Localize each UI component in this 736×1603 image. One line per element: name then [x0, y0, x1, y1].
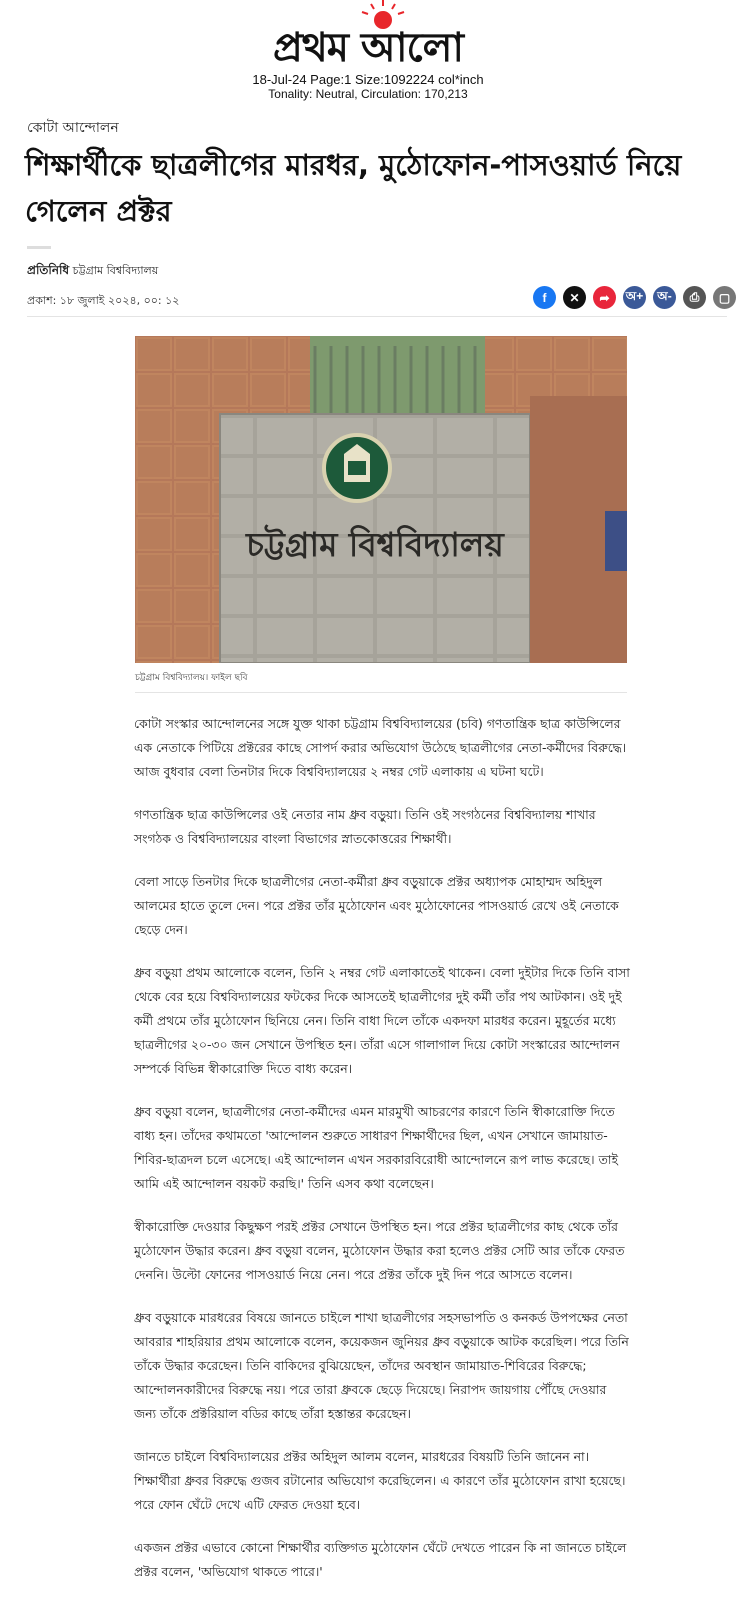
share-icon: ➦	[599, 290, 610, 305]
byline-author[interactable]: প্রতিনিধি	[27, 263, 70, 277]
article-paragraph: ধ্রুব বড়ুয়া বলেন, ছাত্রলীগের নেতা-কর্মীদের এমন মারমুখী আচরণের কারণে তিনি স্বীকারোক্তি দিতে বাধ্য হন। তাঁদের কথামতো 'আন্দোলন শুরুতে সাধারণ শিক্ষার্থীদের ছিল, এখন সেখানে জামায়াত-শিবির-ছাত্রদল চলে এসেছে। এই আন্দোলন এখন সরকারবিরোধী আন্দোলনে রূপ লাভ করেছে। তাই আমি এই আন্দোলন বয়কট করছি।' তিনি এসব কথা বলেছেন।	[134, 1104, 618, 1191]
article-photo	[135, 336, 627, 663]
print-icon: ⎙	[689, 290, 700, 304]
divider	[27, 246, 51, 249]
article-paragraph: একজন প্রক্টর এভাবে কোনো শিক্ষার্থীর ব্যক্তিগত মুঠোফোন ঘেঁটে দেখতে পারেন কি না জানতে চাইলে প্রক্টর বলেন, 'অভিযোগ থাকতে পারে।'	[134, 1540, 627, 1579]
article-headline: শিক্ষার্থীকে ছাত্রলীগের মারধর, মুঠোফোন-পাসওয়ার্ড নিয়ে গেলেন প্রক্টর	[25, 148, 682, 228]
divider	[135, 692, 627, 693]
divider	[27, 316, 727, 317]
font-increase-share-button[interactable]	[623, 286, 646, 309]
byline-location: চট্টগ্রাম বিশ্ববিদ্যালয়	[72, 264, 159, 277]
font-decrease-share-button[interactable]	[653, 286, 676, 309]
article-paragraph: স্বীকারোক্তি দেওয়ার কিছুক্ষণ পরই প্রক্টর সেখানে উপস্থিত হন। পরে প্রক্টর ছাত্রলীগের কাছ থেকে তাঁর মুঠোফোন উদ্ধার করেন। ধ্রুব বড়ুয়া বলেন, মুঠোফোন উদ্ধার করা হলেও প্রক্টর সেটি আর তাঁকে ফেরত দেননি। উল্টো ফোনের পাসওয়ার্ড নিয়ে নেন। পরে প্রক্টর তাঁকে দুই দিন পরে আসতে বলেন।	[134, 1219, 625, 1282]
print-share-button[interactable]	[683, 286, 706, 309]
published-date: প্রকাশ: ১৮ জুলাই ২০২৪, ০০: ১২	[27, 294, 180, 307]
prothom-alo-logo	[232, 4, 504, 71]
clip-info-line: Tonality: Neutral, Circulation: 170,213	[268, 87, 468, 101]
clip-info-line: 18-Jul-24 Page:1 Size:1092224 col*inch	[252, 72, 484, 87]
article-paragraph: বেলা সাড়ে তিনটার দিকে ছাত্রলীগের নেতা-কর্মীরা ধ্রুব বড়ুয়াকে প্রক্টর অধ্যাপক মোহাম্মদ অহিদুল আলমের হাতে তুলে দেন। পরে প্রক্টর তাঁর মুঠোফোন এবং মুঠোফোনের পাসওয়ার্ড রেখে ওই নেতাকে ছেড়ে দেন।	[134, 874, 619, 937]
logo-text: প্রথম আলো	[272, 24, 464, 71]
x-icon: ✕	[569, 290, 580, 305]
font-increase-icon: অ+	[625, 288, 644, 303]
more-share-button[interactable]	[713, 286, 736, 309]
byline	[27, 262, 158, 282]
share-share-button[interactable]	[593, 286, 616, 309]
photo-sign-text: চট্টগ্রাম বিশ্ববিদ্যালয়	[246, 525, 504, 564]
font-decrease-icon: অ-	[657, 288, 672, 303]
category-link[interactable]: কোটা আন্দোলন	[27, 120, 119, 136]
x-share-button[interactable]	[563, 286, 586, 309]
article-paragraph: কোটা সংস্কার আন্দোলনের সঙ্গে যুক্ত থাকা চট্টগ্রাম বিশ্ববিদ্যালয়ের (চবি) গণতান্ত্রিক ছাত্র কাউন্সিলের এক নেতাকে পিটিয়ে প্রক্টরের কাছে সোপর্দ করার অভিযোগ উঠেছে ছাত্রলীগের নেতা-কর্মীদের বিরুদ্ধে। আজ বুধবার বেলা তিনটার দিকে বিশ্ববিদ্যালয়ের ২ নম্বর গেট এলাকায় এ ঘটনা ঘটে।	[134, 716, 627, 779]
facebook-icon: f	[542, 290, 547, 305]
share-toolbar	[533, 286, 736, 310]
article-paragraph: ধ্রুব বড়ুয়া প্রথম আলোকে বলেন, তিনি ২ নম্বর গেট এলাকাতেই থাকেন। বেলা দুইটার দিকে তিনি বাসা থেকে বের হয়ে বিশ্ববিদ্যালয়ের ফটকের দিকে আসতেই ছাত্রলীগের দুই কর্মী তাঁর পথ আটকান। ওই দুই কর্মী প্রথমে তাঁর মুঠোফোন ছিনিয়ে নেন। তিনি বাধা দিলে তাঁকে একদফা মারধর করেন। মুহূর্তের মধ্যে ছাত্রলীগের ২০-৩০ জন সেখানে উপস্থিত হন। তাঁরা এসে গালাগাল দিয়ে কোটা সংস্কারের আন্দোলন সম্পর্কে বিভিন্ন স্বীকারোক্তি দিতে বাধ্য করেন।	[134, 965, 630, 1076]
campus-gate-image	[135, 336, 627, 663]
article-paragraph: জানতে চাইলে বিশ্ববিদ্যালয়ের প্রক্টর অহিদুল আলম বলেন, মারধরের বিষয়টি তিনি জানেন না। শিক্ষার্থীরা ধ্রুবর বিরুদ্ধে গুজব রটানোর অভিযোগ করেছিলেন। এ কারণে তাঁর মুঠোফোন রাখা হয়েছে। পরে ফোন ঘেঁটে দেখে এটি ফেরত দেওয়া হবে।	[134, 1449, 626, 1512]
masthead	[0, 0, 736, 100]
photo-caption: চট্টগ্রাম বিশ্ববিদ্যালয়। ফাইল ছবি	[135, 673, 248, 683]
article-paragraph: ধ্রুব বড়ুয়াকে মারধরের বিষয়ে জানতে চাইলে শাখা ছাত্রলীগের সহসভাপতি ও কনকর্ড উপপক্ষের নেতা আবরার শাহরিয়ার প্রথম আলোকে বলেন, কয়েকজন জুনিয়র ধ্রুব বড়ুয়াকে আটক করেছিল। পরে তিনি তাঁকে উদ্ধার করেছেন। তিনি বাকিদের বুঝিয়েছেন, তাঁদের অবস্থান জামায়াত-শিবিরের বিরুদ্ধে; আন্দোলনকারীদের বিরুদ্ধে নয়। পরে তারা ধ্রুবকে ছেড়ে দিয়েছে। নিরাপদ জায়গায় পৌঁছে দেওয়ার জন্য তাঁকে প্রক্টরিয়াল বডির কাছে তাঁরা হস্তান্তর করেছেন।	[134, 1310, 629, 1421]
article-body	[134, 712, 632, 1603]
article-paragraph: গণতান্ত্রিক ছাত্র কাউন্সিলের ওই নেতার নাম ধ্রুব বড়ুয়া। তিনি ওই সংগঠনের বিশ্ববিদ্যালয় শাখার সংগঠক ও বিশ্ববিদ্যালয়ের বাংলা বিভাগের স্নাতকোত্তরের শিক্ষার্থী।	[134, 807, 596, 846]
more-icon: ▢	[718, 290, 731, 305]
facebook-share-button[interactable]	[533, 286, 556, 309]
